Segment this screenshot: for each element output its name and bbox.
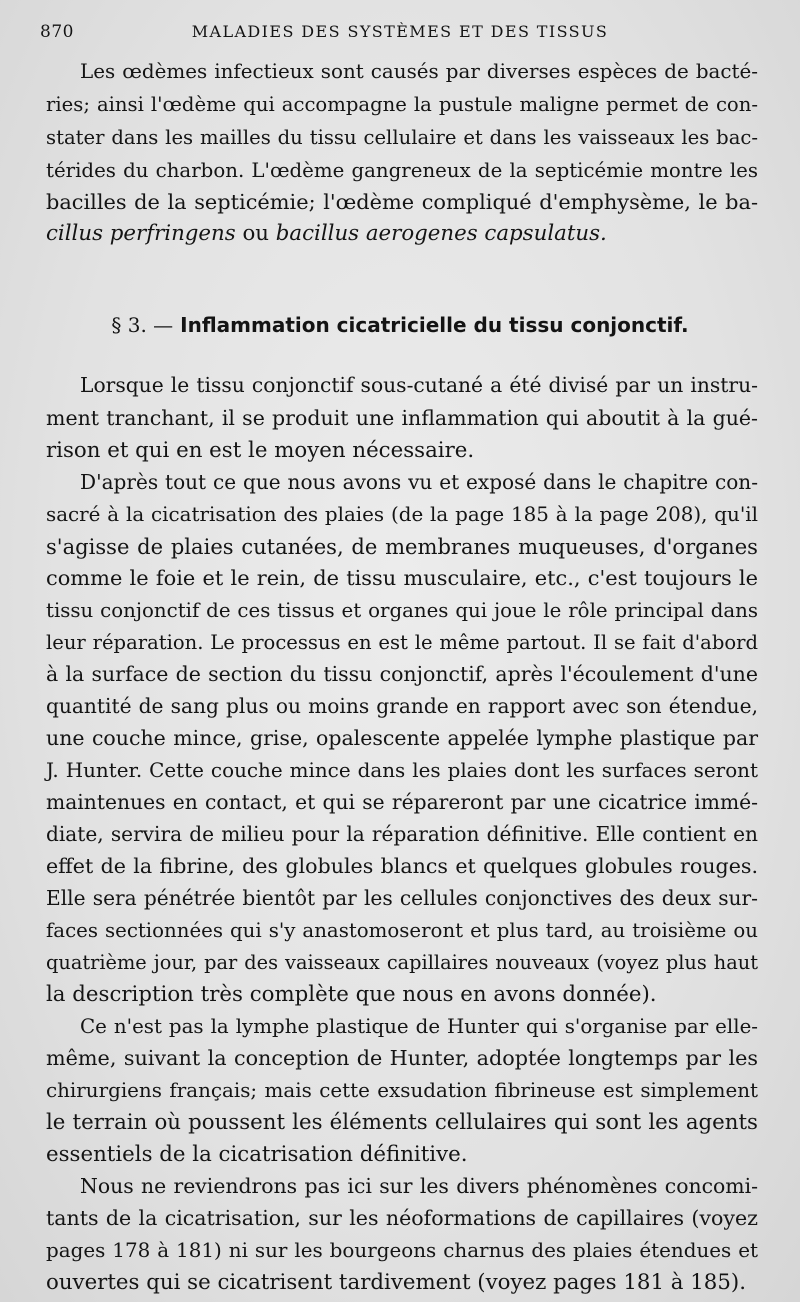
page-header: [40, 18, 760, 46]
running-title: MALADIES DES SYSTÈMES ET DES TISSUS: [191, 22, 609, 41]
text-line: même, suivant la conception de Hunter, adoptée longtemps par les: [46, 1046, 758, 1070]
text-line: leur réparation. Le processus en est le même partout. Il se fait d'abord: [46, 631, 758, 654]
italic-term: cillus perfringens: [46, 221, 236, 246]
text-line: quatrième jour, par des vaisseaux capillaires nouveaux (voyez plus haut: [46, 951, 758, 974]
text-line: ouvertes qui se cicatrisent tardivement (voyez pages 181 à 185).: [46, 1270, 746, 1295]
italic-term: bacillus aerogenes capsulatus.: [275, 221, 607, 246]
text-line: Les œdèmes infectieux sont causés par diverses espèces de bacté-: [80, 60, 758, 83]
text-line: effet de la fibrine, des globules blancs et quelques globules rouges.: [46, 854, 758, 878]
section-number: § 3. —: [111, 313, 174, 337]
text-line: quantité de sang plus ou moins grande en rapport avec son étendue,: [46, 694, 758, 718]
text-line: Lorsque le tissu conjonctif sous-cutané a été divisé par un instru-: [80, 373, 758, 397]
text-line: le terrain où poussent les éléments cellulaires qui sont les agents: [46, 1110, 758, 1135]
text-line: essentiels de la cicatrisation définitive.: [46, 1142, 468, 1167]
text-line: maintenues en contact, et qui se répareront par une cicatrice immé-: [46, 790, 758, 814]
text-line: ries; ainsi l'œdème qui accompagne la pustule maligne permet de con-: [46, 93, 758, 116]
text-line: [46, 218, 758, 249]
text-line: Ce n'est pas la lymphe plastique de Hunter qui s'organise par elle-: [80, 1015, 758, 1038]
section-title: Inflammation cicatricielle du tissu conjonctif.: [180, 313, 689, 337]
text-line: térides du charbon. L'œdème gangreneux de la septicémie montre les: [46, 159, 758, 182]
text-fragment: ou: [235, 221, 276, 246]
text-line: à la surface de section du tissu conjonctif, après l'écoulement d'une: [46, 662, 758, 686]
text-line: stater dans les mailles du tissu cellulaire et dans les vaisseaux les bac-: [46, 126, 758, 149]
text-line: Elle sera pénétrée bientôt par les cellules conjonctives des deux sur-: [46, 886, 758, 910]
text-line: Nous ne reviendrons pas ici sur les divers phénomènes concomi-: [80, 1174, 758, 1198]
text-line: une couche mince, grise, opalescente appelée lymphe plastique par: [46, 726, 758, 750]
text-line: comme le foie et le rein, de tissu musculaire, etc., c'est toujours le: [46, 566, 758, 590]
text-line: bacilles de la septicémie; l'œdème compliqué d'emphysème, le ba-: [46, 190, 758, 214]
text-line: tissu conjonctif de ces tissus et organes qui joue le rôle principal dans: [46, 599, 758, 622]
text-line: tants de la cicatrisation, sur les néoformations de capillaires (voyez: [46, 1206, 758, 1230]
section-heading: [0, 310, 800, 341]
text-line: chirurgiens français; mais cette exsudation fibrineuse est simplement: [46, 1079, 758, 1102]
text-line: s'agisse de plaies cutanées, de membranes muqueuses, d'organes: [46, 534, 758, 559]
page-number: 870: [40, 22, 74, 42]
text-line: D'après tout ce que nous avons vu et exposé dans le chapitre con-: [80, 470, 758, 494]
text-line: faces sectionnées qui s'y anastomoseront et plus tard, au troisième ou: [46, 919, 758, 942]
text-line: la description très complète que nous en avons donnée).: [46, 982, 657, 1007]
text-line: J. Hunter. Cette couche mince dans les plaies dont les surfaces seront: [46, 759, 758, 782]
text-line: diate, servira de milieu pour la réparation définitive. Elle contient en: [46, 822, 758, 846]
text-line: pages 178 à 181) ni sur les bourgeons charnus des plaies étendues et: [46, 1239, 758, 1262]
text-line: ment tranchant, il se produit une inflammation qui aboutit à la gué-: [46, 406, 758, 430]
text-line: sacré à la cicatrisation des plaies (de la page 185 à la page 208), qu'il: [46, 503, 758, 526]
text-line: rison et qui en est le moyen nécessaire.: [46, 438, 475, 463]
